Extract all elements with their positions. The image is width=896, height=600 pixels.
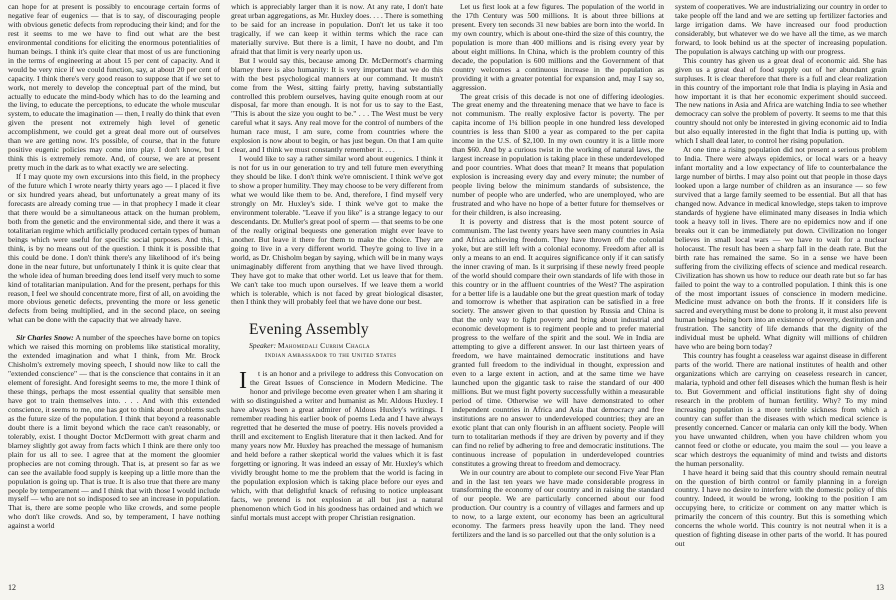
paragraph: system of cooperatives. We are industrializing our country in order to take people off the land and we are setting up fertilizer factories and large irrigation dams. We have increased our food production considerably, but whatever we do we have all the time, as we march forward, to look behind us at the specter of increasing population. The population is always catching up with our progress. xyxy=(675,3,887,56)
paragraph: I have heard it being said that this country should remain neutral on the question of birth control or family planning in a foreign country. I have no desire to interfere with the domestic policy of this country. Indeed, it would be wrong, looking to the position I am occupying here, to criticize or comment on any matter which is primarily the concern of this country. But this is something which concerns the whole world. This country is not neutral when it is a question of fighting disease in other parts of the world. It has poured out xyxy=(675,467,887,549)
speaker-byline xyxy=(249,341,443,350)
speech-text: t is an honor and a privilege to address this Convocation on the Great Issues of Conscience in Modern Medicine. The honor and privilege become even greater when I am sharing it with so distinguished a writer and humanist as Mr. Aldous Huxley. I have always been a great admirer of Aldous Huxley's writings. I remember reading his earlier book of poems Leda and I have always regretted that he deserted the muse of poetry. His novels provided a thrill and excitement to English literature that it then lacked. And for many years now Mr. Huxley has preached the message of humanism and held before a rather skeptical world the values which it is fast forgetting or ignoring. It was indeed an essay of Mr. Huxley's which vividly brought home to me the problem that the world is facing in the population explosion which is taking place before our eyes and which, with that delightful knack of refusing to notice unpleasant facts, we pretend is not explosion at all but just a natural phenomenon which God in his goodness has ordained and which we sinful mortals must accept with proper Christian resignation. xyxy=(231,369,443,522)
column-4 xyxy=(675,3,887,581)
paragraph: Let us first look at a few figures. The population of the world in the 17th Century was 500 millions. It is about three billions at present. Every ten seconds 31 new babies are born into the world. In my own country, which is about one-third the size of this country, the population is more than 400 millions and is rising every year by about eight millions. In China, which is the problem country of this decade, the population is 600 millions and the Government of that country welcomes a continuous increase in the population as providing it with a greater potential for expansion and, may I say so, aggression. xyxy=(452,3,664,92)
speaker-label: Speaker: xyxy=(249,341,276,351)
speaker-role: Indian Ambassador to the United States xyxy=(265,352,397,360)
speech-text: A number of the speeches have borne on topics which we raised this morning on problems like statistical morality, the extended imagination and what I think, from Mr. Brock Chisholm's extremely moving speech, I should now like to call the "extended conscience" — that is the conscience that contains in it an element of foresight. And foresight seems to me, the more I think of these things, perhaps the most essential quality that sensible men have got to train themselves into. . . . And with this extended conscience, it seems to me, one has got to think about problems such as the future size of the population. I think that beyond a reasonable doubt there is a limit beyond which the race can't reasonably, or tolerably, exist. I thought Doctor McDermott with great charm and blarney slightly got away from facts which I think are there only too plain for us all to see. I agree that at the moment the gloomier prophecies are not coming through. That is, at present so far as we can see the available food supply is keeping up a little more than the population is going up. That is true. It is also true that there are many people by temperament — and I think that with those I would include myself — who are not so indisposed to see an increase in population. That is, there are some people who like crowds, and some people who don't like crowds. And so, by temperament, I have nothing against a world xyxy=(8,333,220,531)
column-1 xyxy=(8,3,220,581)
speaker-name: Sir Charles Snow: xyxy=(16,333,74,343)
paragraph: The great crisis of this decade is not one of differing ideologies. The great enemy and the threatening menace that we have to face is not communism. The really explosive factor is poverty. The per capita income of 1¼ billion people in one hundred less developed countries is less than $100 a year as compared to the per capita income in the U.S. of $2,100. In my own country it is a little more than $60. And by a curious twist in the working of natural laws, the largest increase in population is taking place in these underdeveloped and poor countries. What does that mean? It means that population explosion is increasing every day and every minute; the number of people living below the minimum standards of subsistence, the number of people who are underfed, who are unemployed, who are frustrated and who have no hope of a better future for themselves or for their children, is also increasing. xyxy=(452,91,664,217)
paragraph: This country has fought a ceaseless war against disease in different parts of the world. There are national institutes of health and other organizations which are carrying on ceaseless research in cancer, malaria, typhoid and other fell diseases which the human flesh is heir to. But Government and official institutions fight shy of doing research in the problem of human fertility. Why? To my mind increasing population is a more terrible sickness from which a country can suffer than the diseases with which medical science is presently concerned. Cancer or malaria can only kill the body. When you have unwanted children, when you have children whom you cannot feed or clothe or educate, you maim the soul — you leave a scar which destroys the equanimity of mind and twists and distorts the human personality. xyxy=(675,351,887,468)
page-number-left: 12 xyxy=(8,583,16,592)
column-2 xyxy=(231,3,443,581)
paragraph xyxy=(231,370,443,522)
paragraph: But I would say this, because among Dr. McDermott's charming blarney there is also humanity: It is very important that we do this with the best psychological manners at our command. It mustn't come from the West, sitting fairly pretty, having substantially controlled this problem ourselves, having quite enough room at our disposal, far more than enough. It is not for us to say to the East, "This is about the size you ought to be." . . . The West must be very careful what it says. Any real move for the control of numbers of the human race must, I am sure, come from countries where the explosion is now about to begin, or has just begun. On that I am quite clear, and I think we must constantly remember it. . . . xyxy=(231,55,443,155)
column-3 xyxy=(452,3,664,581)
speaker-name: Mahomedali Currim Chagla xyxy=(277,341,370,351)
paragraph: I would like to say a rather similar word about eugenics. I think it is not for us in our generation to try and tell future men everything they should be like. I don't think we're omniscient. I think we've got to show a proper humility. They may choose to be very different from what we would like them to be. And, therefore, I find myself very strongly on Mr. Huxley's side. I think we've got to make the environment tolerable. "Leave if you like" is a strange legacy to our descendants. Dr. Muller's great pool of sperm — that seems to be one of the really original bequests one generation might ever leave to another. But leave it there for them to make the choice. They are going to live in a very different world. They're going to live in a world, as Dr. Chisholm began by saying, which will be in many ways unimaginably different from anything that we have lived through. They have got to make that other world. Let us leave that for them. We can't take too much upon ourselves. If we leave them a world which is tolerable, which is not faced by great biological disaster, then I think they will probably feel that we have done our best. xyxy=(231,154,443,307)
drop-cap: I xyxy=(239,368,247,395)
paragraph: This country has given us a great deal of economic aid. She has given us a great deal of food supply out of her abundant grain surpluses. It is clear therefore that there is a full and clear realization in this country of the important role that India is playing in Asia and how important it is that her economic experiment should succeed. The new nations in Asia and Africa are watching India to see whether democracy can solve the problem of poverty. It seems to me that this country should not only be interested in giving economic aid to India but also equally interested in the fight that India is putting up, with which I shall deal later, to control her rising population. xyxy=(675,55,887,146)
paragraph: can hope for at present is possibly to encourage certain forms of negative fear of eugenics — that is to say, of discouraging people with obvious genetic defects from reproducing their kind; and for the rest it seems to me we have to find out what are the best environmental conditions for eliciting the enormous potentialities of human beings. I think it's quite clear that most of us are functioning in the terms of engineering at about 15 per cent of capacity. And it would be very nice if we could function, say, at about 20 per cent of capacity. I think there's very good reason to suppose that if we set to work, not merely to develop the conceptual part of the mind, but actually to educate the mind-body which has to do the learning and the living, to educate the perceptions, to educate the whole muscular system, to educate the imagination — then, I really do think that even given the present not extremely high level of genetic accomplishment, we could get a great deal more out of ourselves than we are getting now. It's possible, of course, that in the future positive eugenic policies may come into play. I don't know, but I think this is extremely remote. And, of course, we are at present pretty much in the dark as to what exactly we are selecting. xyxy=(8,3,220,173)
section-title: Evening Assembly xyxy=(249,321,369,339)
paragraph: At one time a rising population did not present a serious problem to India. There were always epidemics, or local wars or a heavy infant mortality and a low expectancy of life to counterbalance the large number of births. I may also point out that people in those days looked upon a large number of children as an insurance — so few survived that a large family seemed to be essential. But all that has changed now. Advance in medical knowledge, steps taken to improve standards of hygiene have eliminated many diseases in India which took a heavy toll in lives. There are no epidemics now and if one breaks out it can be immediately put down. Civilization no longer believes in small local wars — we have to wait for a nuclear holocaust. The result has been a sharp fall in the death rate. But the birth rate has remained the same. So in a sense we have been suffering from the civilizing effects of science and medical research. Civilization has shown us how to reduce our death rate but so far has failed to point the way to a controlled population. I think this is one of the most important issues of conscience in modern medicine. Medicine must advance on both the fronts. If it considers life is sacred and everything must be done to prolong it, it must also prevent human beings being born into an existence of poverty, destitution and frustration. The sanctity of life demands that the dignity of the individual must be upheld. What dignity will millions of children have who are being born today? xyxy=(675,145,887,352)
paragraph: It is poverty and distress that is the most potent source of communism. The last twenty years have seen many countries in Asia and Africa achieving freedom. They have thrown off the colonial yoke, but are still left with a colonial economy. Freedom after all is only a means to an end. It acquires significance only if it can satisfy the inner craving of man. Is it surprising if these newly freed people of the world should compare their own standards of life with those in this country or in the affluent countries of the West? The aspiration for a better life is a laudable one but the great question mark of today and tomorrow is whether that aspiration can be satisfied in a free society. The answer given to that question by Russia and China is that the only way to fight poverty and bring about industrial and economic development is to regiment people and to prefer material progress to the welfare of the spirit and the soul. We in India are attempting to give a different answer. In our last thirteen years of freedom, we have maintained democratic institutions and have granted full freedom to the individual in thought, expression and even to a large extent in action, and at the same time we have launched upon the gigantic task to raise the standard of our 400 millions. But we must fight poverty successfully within a measurable period of time. Otherwise we will have demonstrated to other independent countries in Africa and Asia that democracy and free institutions are no answer to underdeveloped countries; they are an exotic plant that can only flourish in an affluent society. People will turn to totalitarian methods if they are driven by poverty and if they can find no relief by adhering to free and democratic institutions. The continuous increase of population in underdeveloped countries constitutes a growing threat to freedom and democracy. xyxy=(452,216,664,468)
paragraph: If I may quote my own excursions into this field, in the prophecy of the future which I wrote nearly thirty years ago — I placed it five or six hundred years ahead, but unfortunately a great many of its forecasts are already coming true — in that prophecy I made it clear that there would be a simultaneous attack on the human problem, both from the genetic and the environmental side, and there it was a totalitarian regime which artificially produced certain types of human beings which were useful for specific social purposes. And this, I think, is by no means out of the question. I think it is possible that this could be done. I don't think there's any likelihood of it's being done in the near future, but unfortunately I think it is quite clear that the whole idea of human breeding does lend itself very much to some kind of totalitarian manipulation. And for the present, perhaps for this reason, I feel we should concentrate more, first of all, on avoiding the more obvious genetic defects, preventing the more or less genetic defects from being multiplied, and in the second place, on seeing what can be done with the capacity that we already have. xyxy=(8,172,220,325)
paragraph: which is appreciably larger than it is now. At any rate, I don't hate great urban aggregations, as Mr. Huxley does. . . . There is something to be said for an increase in population. Don't let us take it too tragically, if we can keep it within terms which the race can materially survive. But there is a limit, I have no doubt, and I'm afraid that that limit is very nearly upon us. xyxy=(231,3,443,56)
page-number-right: 13 xyxy=(876,583,884,592)
paragraph xyxy=(8,334,220,531)
paragraph: We in our country are about to complete our second Five Year Plan and in the last ten years we have made considerable progress in transforming the economy of our country and in raising the standard of our people. We are particularly concerned about our food production. Our country is a country of villages and farmers and up to now, to a large extent, our economy has been an agricultural economy. The farmers press heavily upon the land. They need fertilizers and the land is so parcelled out that the only solution is a xyxy=(452,467,664,540)
